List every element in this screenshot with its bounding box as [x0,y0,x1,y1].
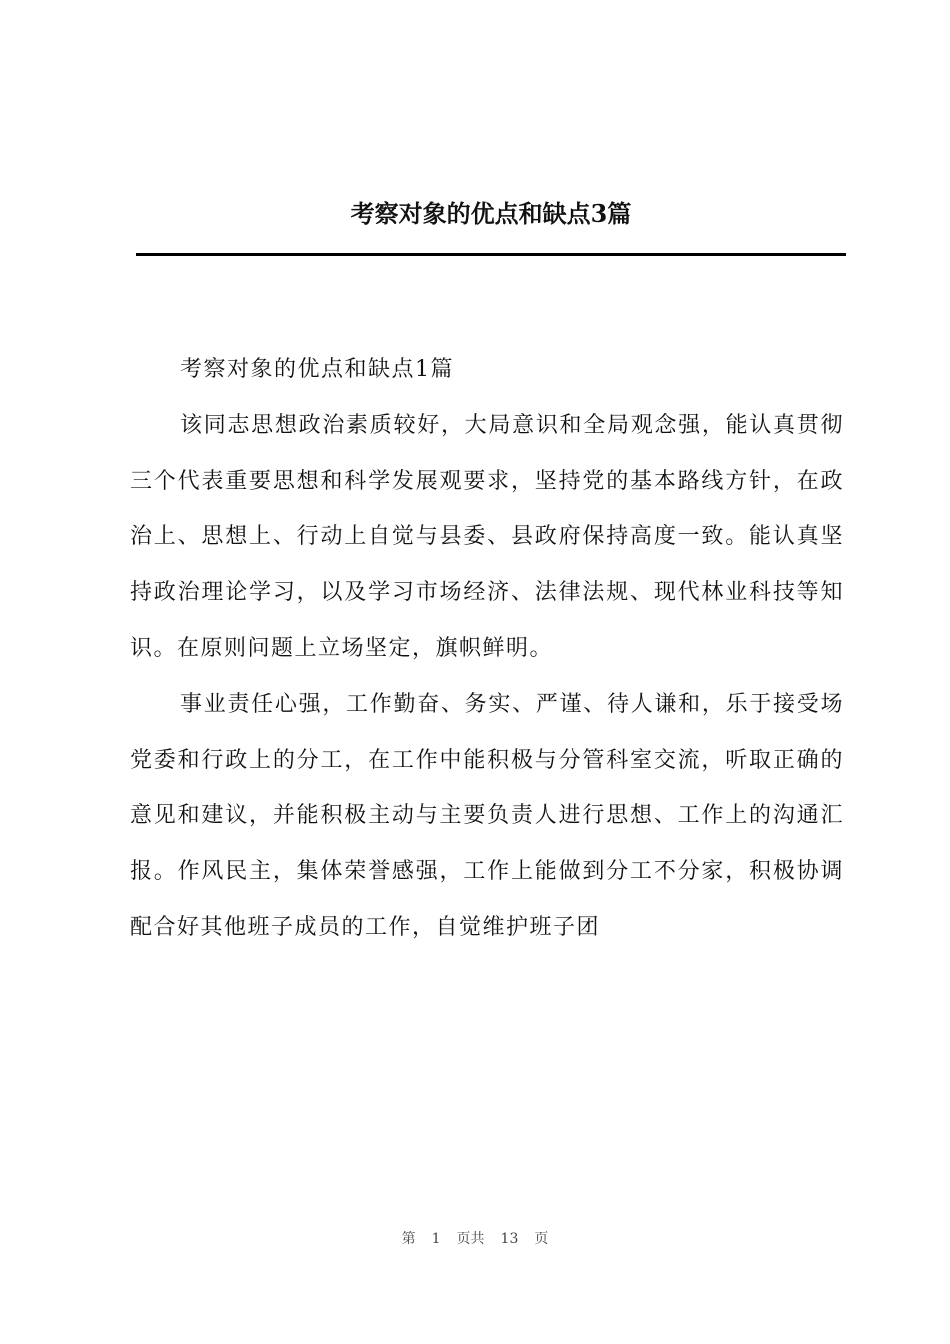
document-body [130,342,844,956]
footer-label-page-end: 页 [534,1231,549,1247]
footer-total-pages: 13 [500,1231,519,1247]
title-underline [136,253,846,256]
page-footer [0,1228,950,1250]
section-heading: 考察对象的优点和缺点1篇 [180,357,454,382]
footer-current-page: 1 [431,1231,441,1247]
footer-label-page: 第 [401,1231,416,1247]
body-paragraph: 该同志思想政治素质较好，大局意识和全局观念强，能认真贯彻三个代表重要思想和科学发展观要求，坚持党的基本路线方针，在政治上、思想上、行动上自觉与县委、县政府保持高度一致。能认真坚持政治理论学习，以及学习市场经济、法律法规、现代林业科技等知识。在原则问题上立场坚定，旗帜鲜明。 [130,412,844,661]
footer-label-of-total: 页共 [456,1231,485,1247]
body-paragraph: 事业责任心强，工作勤奋、务实、严谨、待人谦和，乐于接受场党委和行政上的分工，在工作中能积极与分管科室交流，听取正确的意见和建议，并能积极主动与主要负责人进行思想、工作上的沟通汇报。作风民主，集体荣誉感强，工作上能做到分工不分家，积极协调配合好其他班子成员的工作，自觉维护班子团 [130,691,844,940]
document-title: 考察对象的优点和缺点3篇 [350,199,632,228]
